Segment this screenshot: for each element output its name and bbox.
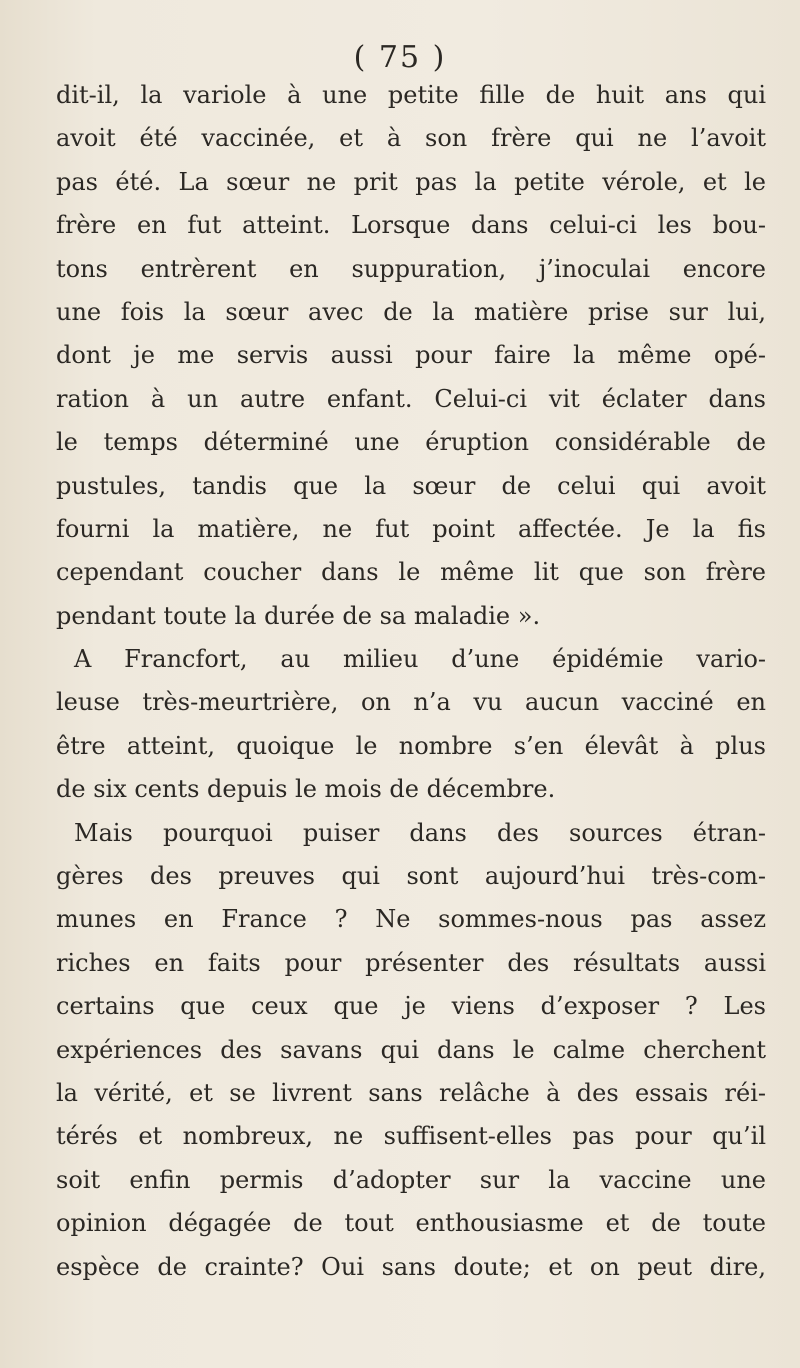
text-line: certains que ceux que je viens d’exposer ? Les bbox=[56, 992, 766, 1021]
text-line: pendant toute la durée de sa maladie ». bbox=[56, 601, 541, 630]
text-line: cependant coucher dans le même lit que son frère bbox=[56, 558, 766, 587]
text-line: pas été. La sœur ne prit pas la petite vérole, et le bbox=[56, 167, 766, 196]
text-line: tons entrèrent en suppuration, j’inoculai encore bbox=[56, 254, 766, 283]
text-line: leuse très-meurtrière, on n’a vu aucun vacciné en bbox=[56, 688, 766, 717]
text-line: avoit été vaccinée, et à son frère qui ne l’avoit bbox=[56, 124, 766, 153]
text-line: ration à un autre enfant. Celui-ci vit éclater dans bbox=[56, 384, 766, 413]
text-line: gères des preuves qui sont aujourd’hui très-com- bbox=[56, 862, 766, 891]
text-line: une fois la sœur avec de la matière prise sur lui, bbox=[56, 297, 766, 326]
text-line: le temps déterminé une éruption considérable de bbox=[56, 428, 766, 457]
text-line: la vérité, et se livrent sans relâche à des essais réi- bbox=[56, 1078, 766, 1107]
text-line: être atteint, quoique le nombre s’en élevât à plus bbox=[56, 731, 766, 760]
text-line: munes en France ? Ne sommes-nous pas assez bbox=[56, 905, 766, 934]
text-line: opinion dégagée de tout enthousiasme et de toute bbox=[56, 1209, 766, 1238]
text-line: soit enfin permis d’adopter sur la vaccine une bbox=[56, 1165, 766, 1194]
text-line: dont je me servis aussi pour faire la même opé- bbox=[56, 341, 766, 370]
text-line: espèce de crainte? Oui sans doute; et on peut dire, bbox=[56, 1252, 766, 1281]
paragraph-start-line: A Francfort, au milieu d’une épidémie vario- bbox=[74, 645, 766, 674]
text-line: pustules, tandis que la sœur de celui qui avoit bbox=[56, 471, 766, 500]
page-number: ( 75 ) bbox=[353, 40, 447, 75]
body-text bbox=[56, 74, 766, 1289]
text-line: térés et nombreux, ne suffisent-elles pas pour qu’il bbox=[56, 1122, 766, 1151]
text-line: riches en faits pour présenter des résultats aussi bbox=[56, 948, 766, 977]
text-line: de six cents depuis le mois de décembre. bbox=[56, 775, 556, 804]
text-line: expériences des savans qui dans le calme cherchent bbox=[56, 1035, 766, 1064]
text-line: frère en fut atteint. Lorsque dans celui-ci les bou- bbox=[56, 211, 766, 240]
text-line: dit-il, la variole à une petite fille de huit ans qui bbox=[56, 81, 766, 109]
text-line: fourni la matière, ne fut point affectée. Je la fis bbox=[56, 514, 766, 543]
paragraph-start-line: Mais pourquoi puiser dans des sources étran- bbox=[74, 818, 766, 847]
